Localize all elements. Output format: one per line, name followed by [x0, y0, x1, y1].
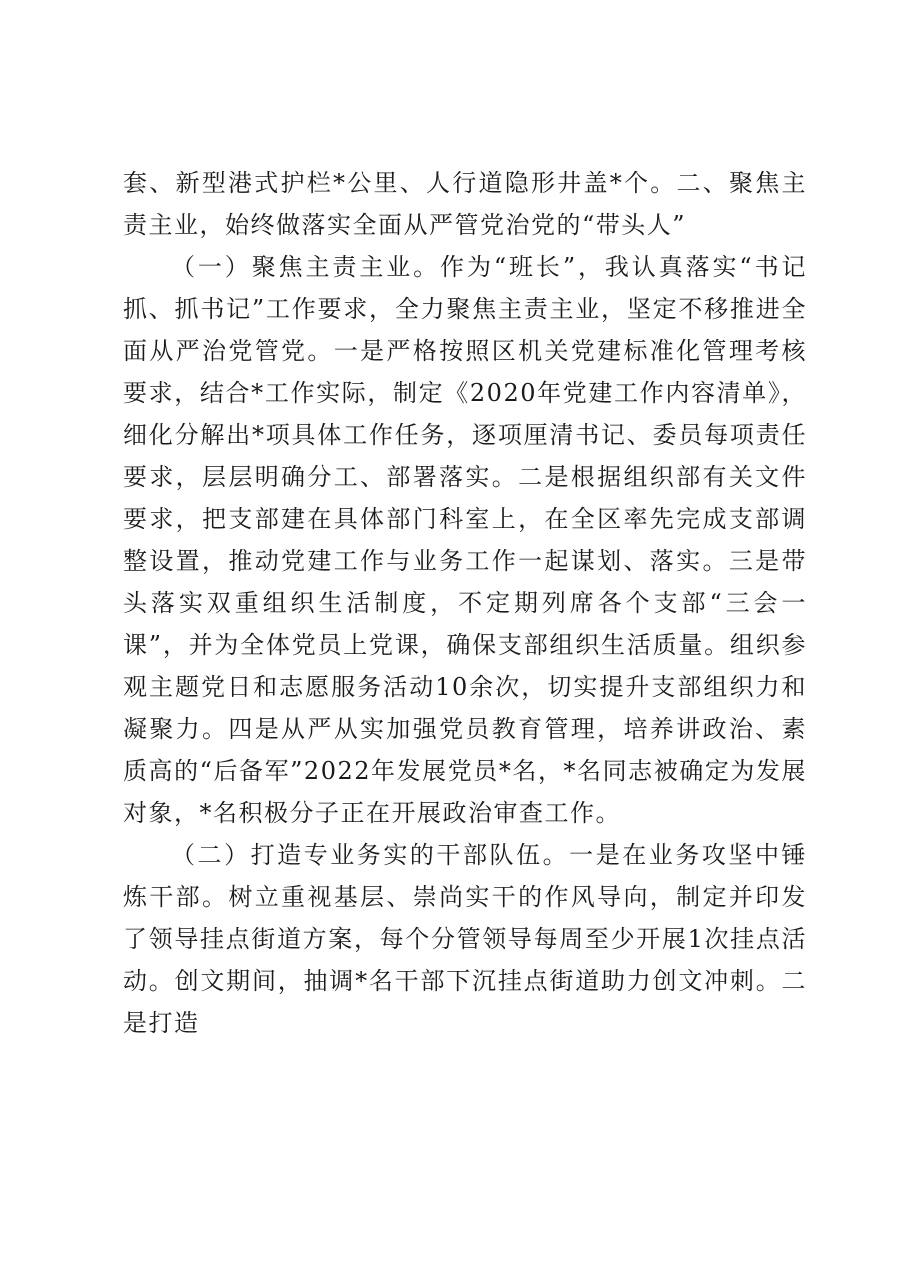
paragraph-2: （一）聚焦主责主业。作为“班长”，我认真落实“书记抓、抓书记”工作要求，全力聚焦主责主业，坚定不移推进全面从严治党管党。一是严格按照区机关党建标准化管理考核要求，结合*工作实际，制定《2020年党建工作内容清单》，细化分解出*项具体工作任务，逐项厘清书记、委员每项责任要求，层层明确分工、部署落实。二是根据组织部有关文件要求，把支部建在具体部门科室上，在全区率先完成支部调整设置，推动党建工作与业务工作一起谋划、落实。三是带头落实双重组织生活制度，不定期列席各个支部“三会一课”，并为全体党员上党课，确保支部组织生活质量。组织参观主题党日和志愿服务活动10余次，切实提升支部组织力和凝聚力。四是从严从实加强党员教育管理，培养讲政治、素质高的“后备军”2022年发展党员*名，*名同志被确定为发展对象，*名积极分子正在开展政治审查工作。 — [123, 253, 807, 827]
document-body — [123, 162, 807, 1044]
paragraph-1: 套、新型港式护栏*公里、人行道隐形井盖*个。二、聚焦主责主业，始终做落实全面从严管党治党的“带头人” — [123, 169, 807, 239]
paragraph-3: （二）打造专业务实的干部队伍。一是在业务攻坚中锤炼干部。树立重视基层、崇尚实干的作风导向，制定并印发了领导挂点街道方案，每个分管领导每周至少开展1次挂点活动。创文期间，抽调*名干部下沉挂点街道助力创文冲刺。二是打造 — [123, 841, 807, 1037]
